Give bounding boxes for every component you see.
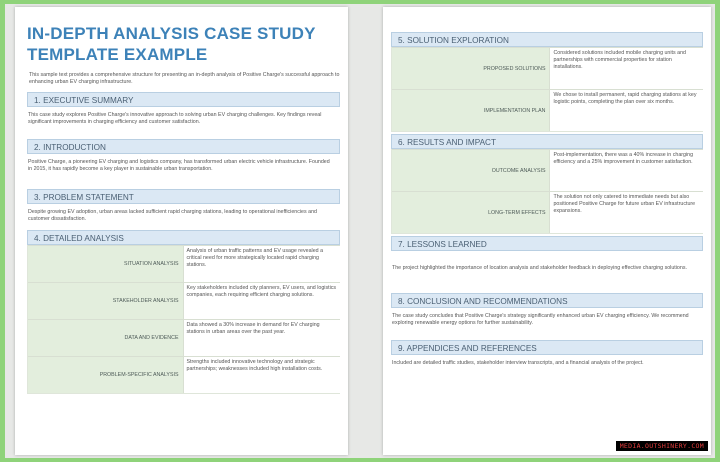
row-label: OUTCOME ANALYSIS xyxy=(392,150,549,191)
document-title xyxy=(27,23,340,65)
row-text: We chose to install permanent, rapid charging stations at key logistic points, completing the plan over six months. xyxy=(549,90,703,131)
section-body-appendices: Included are detailed traffic studies, stakeholder interview transcripts, and a financial analysis of the project. xyxy=(392,360,644,366)
intro-text: This sample text provides a comprehensive structure for presenting an in-depth analysis of Positive Charge's successful approach to enhancing urban EV charging infrastructure. xyxy=(29,72,340,85)
section-header-appendices: 9. APPENDICES AND REFERENCES xyxy=(391,340,703,355)
detailed-analysis-table xyxy=(27,245,340,394)
section-header-detailed-analysis: 4. DETAILED ANALYSIS xyxy=(27,230,340,245)
section-body-executive-summary: This case study explores Positive Charge's innovative approach to solving urban EV charging challenges. Key findings reveal significant improvements in charging efficiency and customer satisfaction. xyxy=(28,112,322,125)
page-right xyxy=(383,7,711,455)
table-row xyxy=(28,356,340,393)
document-canvas xyxy=(5,4,715,458)
section-body-introduction: Positive Charge, a pioneering EV charging and logistics company, has transformed urban electric vehicle infrastructure. Founded in 2015, it has rapidly become a key player in sustainable urban transportation. xyxy=(28,159,330,172)
section-header-introduction: 2. INTRODUCTION xyxy=(27,139,340,154)
row-text: Strengths included innovative technology and strategic partnerships; weaknesses included high installation costs. xyxy=(183,357,341,393)
section-body-lessons-learned: The project highlighted the importance of location analysis and stakeholder feedback in deploying effective charging solutions. xyxy=(392,265,687,271)
row-label: IMPLEMENTATION PLAN xyxy=(392,90,549,131)
section-body-conclusion: The case study concludes that Positive Charge's strategy significantly enhanced urban EV charging efficiency. We recommend exploring renewable energy options for further sustainability. xyxy=(392,313,689,326)
row-label: SITUATION ANALYSIS xyxy=(28,246,183,282)
watermark: MEDIA.OUTSHINERY.COM xyxy=(616,441,708,451)
row-label: PROBLEM-SPECIFIC ANALYSIS xyxy=(28,357,183,393)
section-header-solution-exploration: 5. SOLUTION EXPLORATION xyxy=(391,32,703,47)
row-text: Considered solutions included mobile charging units and partnerships with commercial properties for station installations. xyxy=(549,48,703,89)
table-row xyxy=(28,282,340,319)
title-line-2: TEMPLATE EXAMPLE xyxy=(27,45,208,64)
section-header-lessons-learned: 7. LESSONS LEARNED xyxy=(391,236,703,251)
row-text: The solution not only catered to immediate needs but also positioned Positive Charge for future urban EV infrastructure expansions. xyxy=(549,192,703,233)
title-line-1: IN-DEPTH ANALYSIS CASE STUDY xyxy=(27,24,316,43)
section-header-problem-statement: 3. PROBLEM STATEMENT xyxy=(27,189,340,204)
section-header-executive-summary: 1. EXECUTIVE SUMMARY xyxy=(27,92,340,107)
section-body-problem-statement: Despite growing EV adoption, urban areas lacked sufficient rapid charging stations, leading to operational inefficiencies and customer dissatisfaction. xyxy=(28,209,317,222)
row-label: LONG-TERM EFFECTS xyxy=(392,192,549,233)
table-row xyxy=(392,89,703,131)
row-label: PROPOSED SOLUTIONS xyxy=(392,48,549,89)
table-row xyxy=(28,319,340,356)
table-row xyxy=(392,47,703,89)
section-header-results-impact: 6. RESULTS AND IMPACT xyxy=(391,134,703,149)
row-text: Analysis of urban traffic patterns and EV usage revealed a critical need for more strategically located rapid charging stations. xyxy=(183,246,341,282)
row-text: Data showed a 30% increase in demand for EV charging stations in urban areas over the past year. xyxy=(183,320,341,356)
row-text: Key stakeholders included city planners, EV users, and logistics companies, each requiring efficient charging solutions. xyxy=(183,283,341,319)
row-label: STAKEHOLDER ANALYSIS xyxy=(28,283,183,319)
row-label: DATA AND EVIDENCE xyxy=(28,320,183,356)
table-row xyxy=(28,245,340,282)
table-row xyxy=(392,191,703,233)
solution-exploration-table xyxy=(391,47,703,132)
row-text: Post-implementation, there was a 40% increase in charging efficiency and a 25% improvement in customer satisfaction. xyxy=(549,150,703,191)
table-row xyxy=(392,149,703,191)
results-impact-table xyxy=(391,149,703,234)
page-left xyxy=(15,7,348,455)
section-header-conclusion: 8. CONCLUSION AND RECOMMENDATIONS xyxy=(391,293,703,308)
